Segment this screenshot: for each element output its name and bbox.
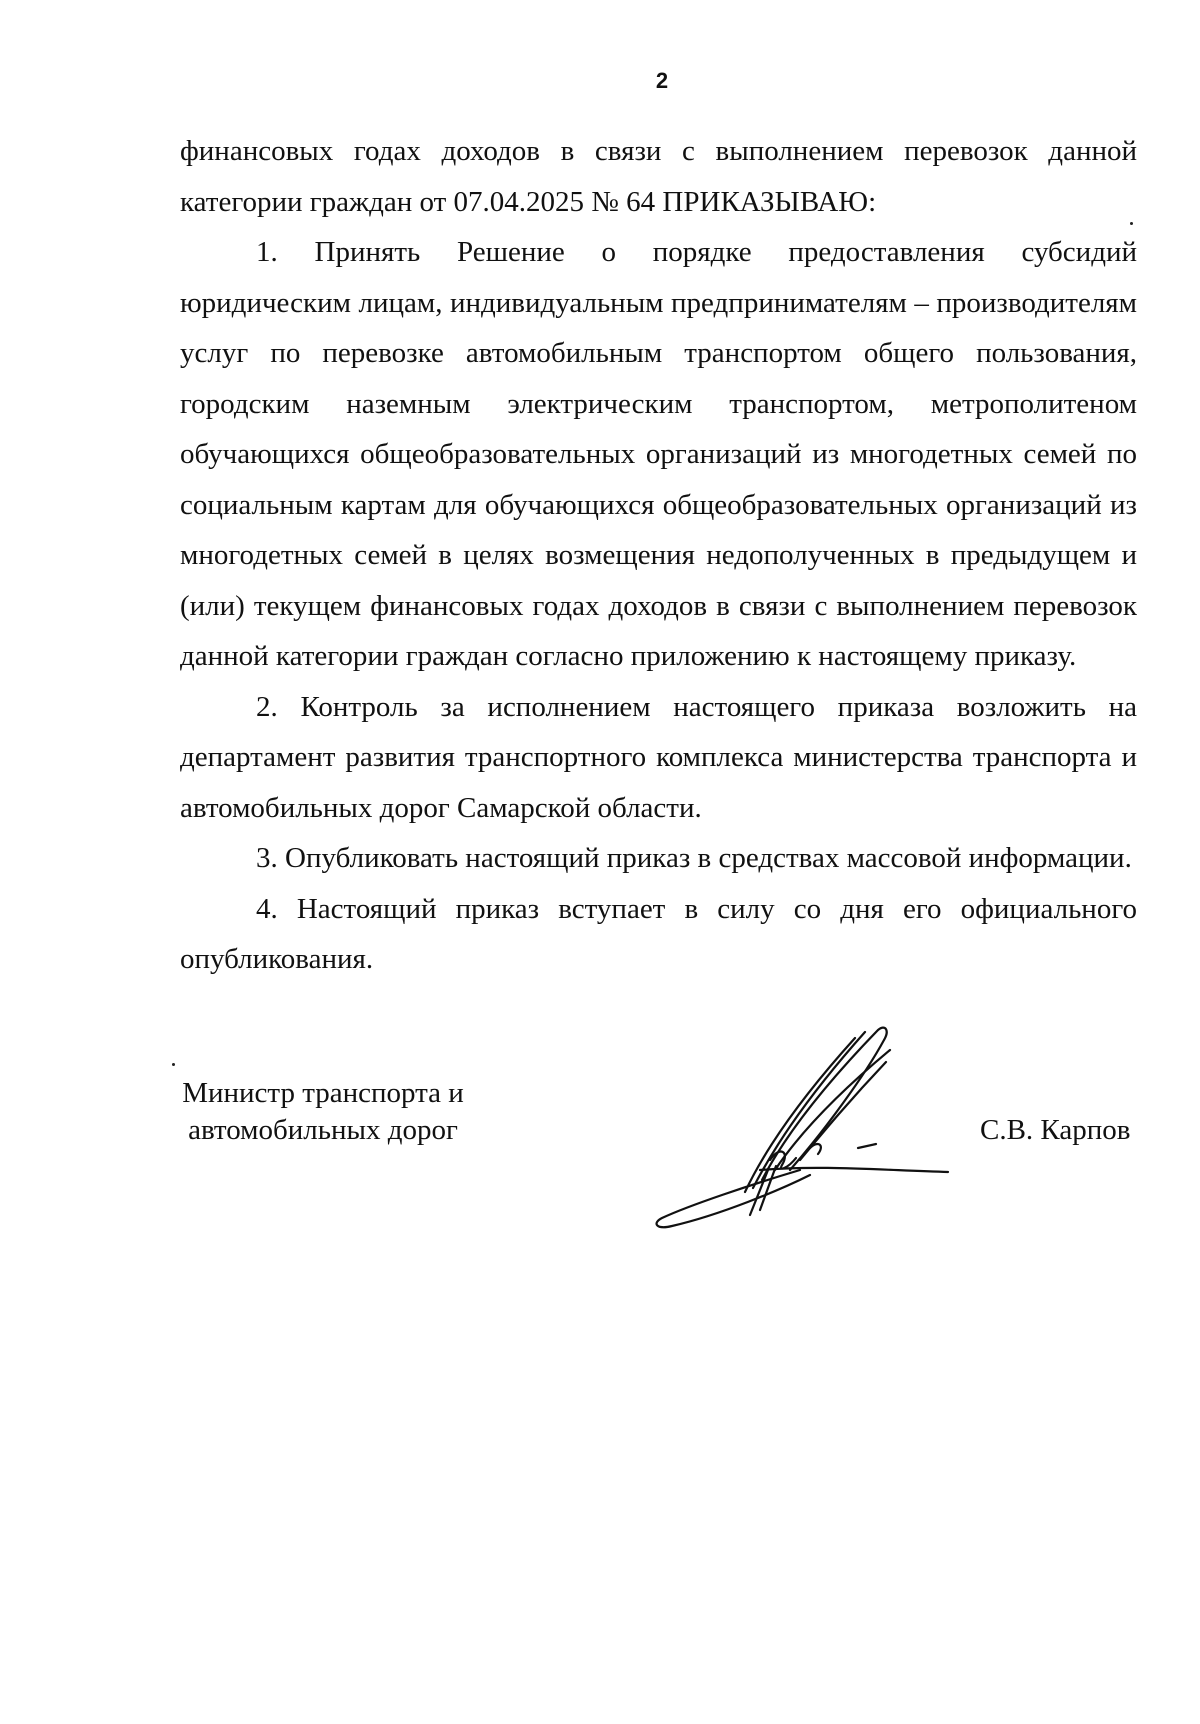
paragraph-item-3: 3. Опубликовать настоящий приказ в средствах массовой информации. [256,842,1132,874]
paragraph-continuation: финансовых годах доходов в связи с выполнением перевозок данной категории граждан от 07.04.2025 № 64 ПРИКАЗЫВАЮ: [180,135,1137,218]
signatory-position-line-1: Министр транспорта и [182,1077,464,1109]
document-body [180,126,1137,985]
scan-speck [1130,222,1133,225]
paragraph-item-1: 1. Принять Решение о порядке предоставления субсидий юридическим лицам, индивидуальным предпринимателям – производителям услуг по перевозке автомобильным транспортом общего пользования, городским наземным электрическим транспортом, метрополитеном обучающихся общеобразовательных организаций из многодетных семей по социальным картам для обучающихся общеобразовательных организаций из многодетных семей в целях возмещения недополученных в предыдущем и (или) текущем финансовых годах доходов в связи с выполнением перевозок данной категории граждан согласно приложению к настоящему приказу. [180,236,1137,672]
page-number: 2 [655,68,669,93]
paragraph-item-4: 4. Настоящий приказ вступает в силу со дня его официального опубликования. [180,892,1137,975]
paragraph-item-2: 2. Контроль за исполнением настоящего приказа возложить на департамент развития транспортного комплекса министерства транспорта и автомобильных дорог Самарской области. [180,690,1137,824]
signatory-position [182,1075,464,1149]
scan-speck [172,1063,175,1066]
handwritten-signature [650,1020,970,1230]
signatory-name: С.В. Карпов [980,1114,1131,1146]
signatory-position-line-2: автомобильных дорог [188,1114,458,1146]
